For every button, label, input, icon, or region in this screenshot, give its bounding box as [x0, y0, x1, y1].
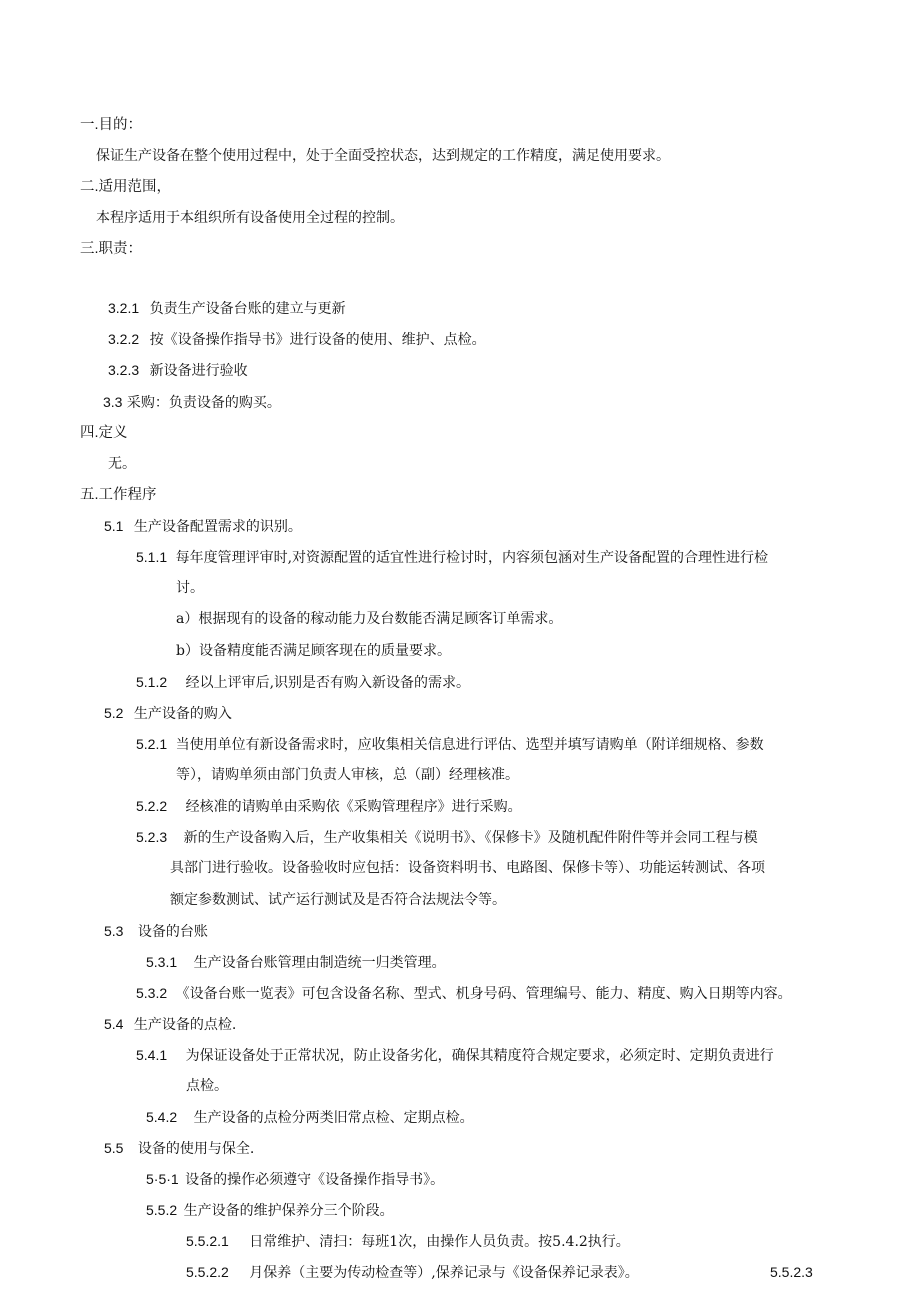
list-item: [103, 393, 281, 412]
clause-5-4-2: [146, 1108, 474, 1127]
section-1-title: 一.目的：: [80, 117, 143, 133]
clause-number: 5.5.2.1: [186, 1233, 229, 1249]
clause-text: 当使用单位有新设备需求时，应收集相关信息进行评估、选型并填写请购单（附详细规格、参数: [175, 737, 764, 753]
clause-number: 5.3.2: [136, 985, 168, 1001]
clause-5-2-3-cont: 具部门进行验收。设备验收时应包括：设备资料明书、电路图、保修卡等）、功能运转测试、各项: [170, 860, 765, 876]
clause-text: 生产设备的点检.: [133, 1017, 237, 1033]
item-number: 3.2.3: [108, 362, 140, 378]
item-number: 3.2.2: [108, 331, 140, 347]
clause-number: 5.2.2: [136, 798, 168, 814]
clause-5-2-2: [136, 797, 522, 816]
clause-text: 生产设备的购入: [133, 706, 232, 722]
clause-text: 《设备台账一览表》可包含设备名称、型式、机身号码、管理编号、能力、精度、购入日期等内容。: [175, 986, 792, 1002]
clause-5-2-1-cont: 等），请购单须由部门负责人审核，总（副）经理核准。: [176, 767, 519, 783]
clause-text: 每年度管理评审时,对资源配置的适宜性进行检讨时，内容须包涵对生产设备配置的合理性进行检: [175, 550, 769, 566]
clause-5-4-1: [136, 1046, 774, 1065]
clause-5-2: [104, 704, 232, 723]
clause-text: 新的生产设备购入后，生产收集相关《说明书》、《保修卡》及随机配件附件等并会同工程与模: [183, 830, 758, 846]
section-2-title: 二.适用范围，: [80, 179, 172, 195]
clause-5-3-2: [136, 984, 792, 1003]
clause-5-3: [104, 922, 208, 941]
item-text: 采购：负责设备的购买。: [126, 395, 281, 411]
clause-text: 经以上评审后,识别是否有购入新设备的需求。: [185, 675, 471, 691]
clause-text: 生产设备的点检分两类旧常点检、定期点检。: [193, 1110, 474, 1126]
section-1-body: 保证生产设备在整个使用过程中，处于全面受控状态，达到规定的工作精度，满足使用要求。: [96, 148, 670, 164]
list-item: [108, 361, 248, 380]
list-item: [108, 299, 346, 318]
clause-number: 5.1.2: [136, 674, 168, 690]
clause-number: 5.1.1: [136, 549, 168, 565]
clause-5-1-1-cont: 讨。: [176, 580, 204, 596]
item-text: 负责生产设备台账的建立与更新: [149, 301, 346, 317]
clause-5-2-3-cont: 额定参数测试、试产运行测试及是否符合法规法令等。: [170, 892, 506, 908]
clause-number: 5.4.1: [136, 1047, 168, 1063]
clause-number: 5.2.3: [136, 829, 168, 845]
clause-number: 5.1: [104, 518, 124, 534]
item-text: 新设备进行验收: [149, 363, 248, 379]
item-number: 3.2.1: [108, 300, 140, 316]
section-2-body: 本程序适用于本组织所有设备使用全过程的控制。: [96, 210, 404, 226]
clause-text: 设备的台账: [137, 924, 208, 940]
clause-5-1-1-a: a）根据现有的设备的稼动能力及台数能否满足顾客订单需求。: [176, 611, 563, 627]
list-item: [108, 330, 486, 349]
item-text: 按《设备操作指导书》进行设备的使用、维护、点检。: [149, 332, 486, 348]
clause-number: 5·5·1: [146, 1171, 179, 1187]
clause-text: 生产设备配置需求的识别。: [133, 519, 302, 535]
clause-5-5: [104, 1139, 254, 1158]
section-4-title: 四.定义: [80, 425, 128, 441]
clause-text: 设备的使用与保全.: [137, 1141, 255, 1157]
clause-text: 经核准的请购单由采购依《采购管理程序》进行采购。: [185, 799, 522, 815]
clause-number: 5.4: [104, 1016, 124, 1032]
clause-number: 5.5.2.3: [770, 1264, 813, 1280]
clause-number: 5.4.2: [146, 1109, 178, 1125]
clause-text: 日常维护、清扫：每班1次，由操作人员负责。按5.4.2执行。: [249, 1234, 630, 1250]
clause-5-1: [104, 517, 302, 536]
clause-text: 生产设备台账管理由制造统一归类管理。: [193, 955, 446, 971]
clause-text: 生产设备的维护保养分三个阶段。: [183, 1203, 394, 1219]
clause-number: 5.2.1: [136, 736, 168, 752]
clause-5-5-1: [146, 1170, 444, 1189]
clause-number: 5.3: [104, 923, 124, 939]
clause-5-2-3: [136, 828, 758, 847]
clause-5-5-2-2: [186, 1263, 639, 1282]
clause-5-1-1: [136, 548, 768, 567]
clause-5-1-1-b: b）设备精度能否满足顾客现在的质量要求。: [176, 643, 451, 659]
clause-5-2-1: [136, 735, 764, 754]
section-5-title: 五.工作程序: [80, 487, 157, 503]
clause-number: 5.5: [104, 1140, 124, 1156]
clause-text: 月保养（主要为传动检查等）,保养记录与《设备保养记录表》。: [249, 1265, 639, 1281]
section-4-body: 无。: [108, 456, 136, 472]
clause-5-5-2-1: [186, 1232, 630, 1251]
clause-5-1-2: [136, 673, 470, 692]
clause-number: 5.2: [104, 705, 124, 721]
clause-text: 为保证设备处于正常状况，防止设备劣化，确保其精度符合规定要求，必须定时、定期负责进行: [185, 1048, 774, 1064]
clause-5-4-1-cont: 点检。: [186, 1078, 228, 1094]
clause-5-5-2-3-number: [770, 1263, 813, 1282]
clause-5-4: [104, 1015, 236, 1034]
clause-5-3-1: [146, 953, 446, 972]
clause-5-5-2: [146, 1201, 394, 1220]
item-number: 3.3: [103, 394, 123, 410]
clause-number: 5.3.1: [146, 954, 178, 970]
section-3-title: 三.职责：: [80, 241, 143, 257]
clause-number: 5.5.2.2: [186, 1264, 229, 1280]
clause-number: 5.5.2: [146, 1202, 178, 1218]
clause-text: 设备的操作必须遵守《设备操作指导书》。: [185, 1172, 445, 1188]
